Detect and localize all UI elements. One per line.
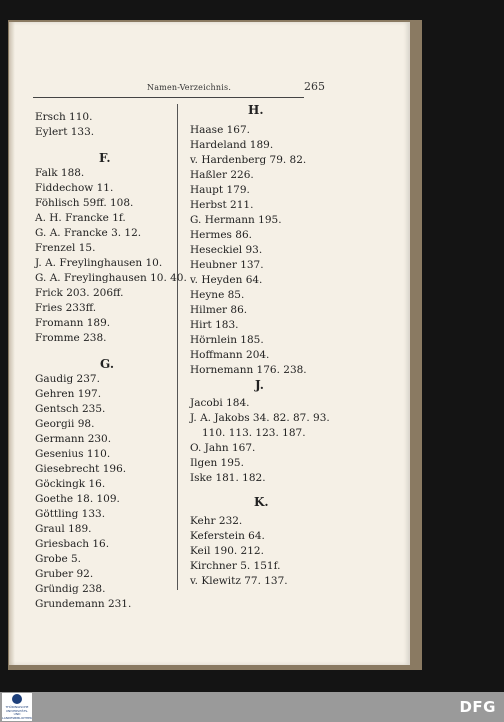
index-entry: Iske 181. 182. <box>190 472 266 484</box>
index-entry: Falk 188. <box>35 167 85 179</box>
header-rule <box>33 97 304 98</box>
index-entry: Heubner 137. <box>190 259 264 271</box>
index-entry: Gehren 197. <box>35 388 102 400</box>
footer-bar <box>0 692 504 722</box>
running-header: Namen-Verzeichnis. <box>147 83 232 92</box>
index-entry: Hörnlein 185. <box>190 334 264 346</box>
index-entry: v. Heyden 64. <box>190 274 263 286</box>
index-entry-continuation: 110. 113. 123. 187. <box>202 427 306 439</box>
index-entry: Heseckiel 93. <box>190 244 263 256</box>
index-entry: Jacobi 184. <box>190 397 250 409</box>
index-entry: Ilgen 195. <box>190 457 244 469</box>
index-entry: Ersch 110. <box>35 111 93 123</box>
section-letter-h: H. <box>248 103 264 117</box>
section-letter-k: K. <box>254 495 269 509</box>
index-entry: A. H. Francke 1f. <box>35 212 126 224</box>
index-entry: Fromme 238. <box>35 332 107 344</box>
index-entry: Haase 167. <box>190 124 250 136</box>
index-entry: Hornemann 176. 238. <box>190 364 307 376</box>
index-entry: Hoffmann 204. <box>190 349 270 361</box>
index-entry: v. Hardenberg 79. 82. <box>190 154 307 166</box>
index-entry: Grundemann 231. <box>35 598 132 610</box>
index-entry: O. Jahn 167. <box>190 442 256 454</box>
section-letter-j: J. <box>255 378 264 392</box>
index-entry: Grobe 5. <box>35 553 82 565</box>
index-entry: Germann 230. <box>35 433 112 445</box>
index-entry: Frenzel 15. <box>35 242 96 254</box>
index-entry: Fromann 189. <box>35 317 111 329</box>
column-divider <box>177 104 178 590</box>
index-entry: Kehr 232. <box>190 515 243 527</box>
index-entry: Fries 233ff. <box>35 302 97 314</box>
index-entry: Gründig 238. <box>35 583 106 595</box>
index-entry: Hardeland 189. <box>190 139 274 151</box>
index-entry: Gruber 92. <box>35 568 94 580</box>
index-entry: Göckingk 16. <box>35 478 106 490</box>
index-entry: Keil 190. 212. <box>190 545 264 557</box>
index-entry: J. A. Jakobs 34. 82. 87. 93. <box>190 412 330 424</box>
index-entry: Gesenius 110. <box>35 448 111 460</box>
index-entry: Haßler 226. <box>190 169 254 181</box>
index-entry: Hilmer 86. <box>190 304 248 316</box>
index-entry: Hirt 183. <box>190 319 239 331</box>
index-entry: G. Hermann 195. <box>190 214 282 226</box>
page-number: 265 <box>304 80 325 93</box>
index-entry: Eylert 133. <box>35 126 95 138</box>
library-logo[interactable] <box>2 693 32 721</box>
index-entry: v. Klewitz 77. 137. <box>190 575 288 587</box>
index-entry: Heyne 85. <box>190 289 245 301</box>
index-entry: Frick 203. 206ff. <box>35 287 124 299</box>
index-entry: J. A. Freylinghausen 10. <box>35 257 163 269</box>
index-entry: Göttling 133. <box>35 508 106 520</box>
index-entry: Herbst 211. <box>190 199 254 211</box>
dfg-logo[interactable]: DFG <box>459 698 496 716</box>
index-entry: G. A. Freylinghausen 10. 40. <box>35 272 187 284</box>
index-entry: Keferstein 64. <box>190 530 265 542</box>
index-entry: G. A. Francke 3. 12. <box>35 227 142 239</box>
index-entry: Goethe 18. 109. <box>35 493 120 505</box>
index-entry: Gaudig 237. <box>35 373 100 385</box>
index-entry: Graul 189. <box>35 523 92 535</box>
index-entry: Haupt 179. <box>190 184 250 196</box>
index-entry: Georgii 98. <box>35 418 95 430</box>
index-entry: Griesbach 16. <box>35 538 110 550</box>
index-entry: Fiddechow 11. <box>35 182 114 194</box>
index-entry: Hermes 86. <box>190 229 252 241</box>
index-entry: Kirchner 5. 151f. <box>190 560 281 572</box>
index-entry: Föhlisch 59ff. 108. <box>35 197 134 209</box>
page-gutter <box>9 22 15 665</box>
section-letter-f: F. <box>99 151 111 165</box>
section-letter-g: G. <box>100 357 114 371</box>
library-emblem-icon <box>12 694 22 704</box>
index-entry: Gentsch 235. <box>35 403 106 415</box>
library-logo-text: THÜRINGISCHE UNIVERSITÄTS- UND LANDESBIBLIOTHEK <box>2 705 33 720</box>
index-entry: Giesebrecht 196. <box>35 463 127 475</box>
